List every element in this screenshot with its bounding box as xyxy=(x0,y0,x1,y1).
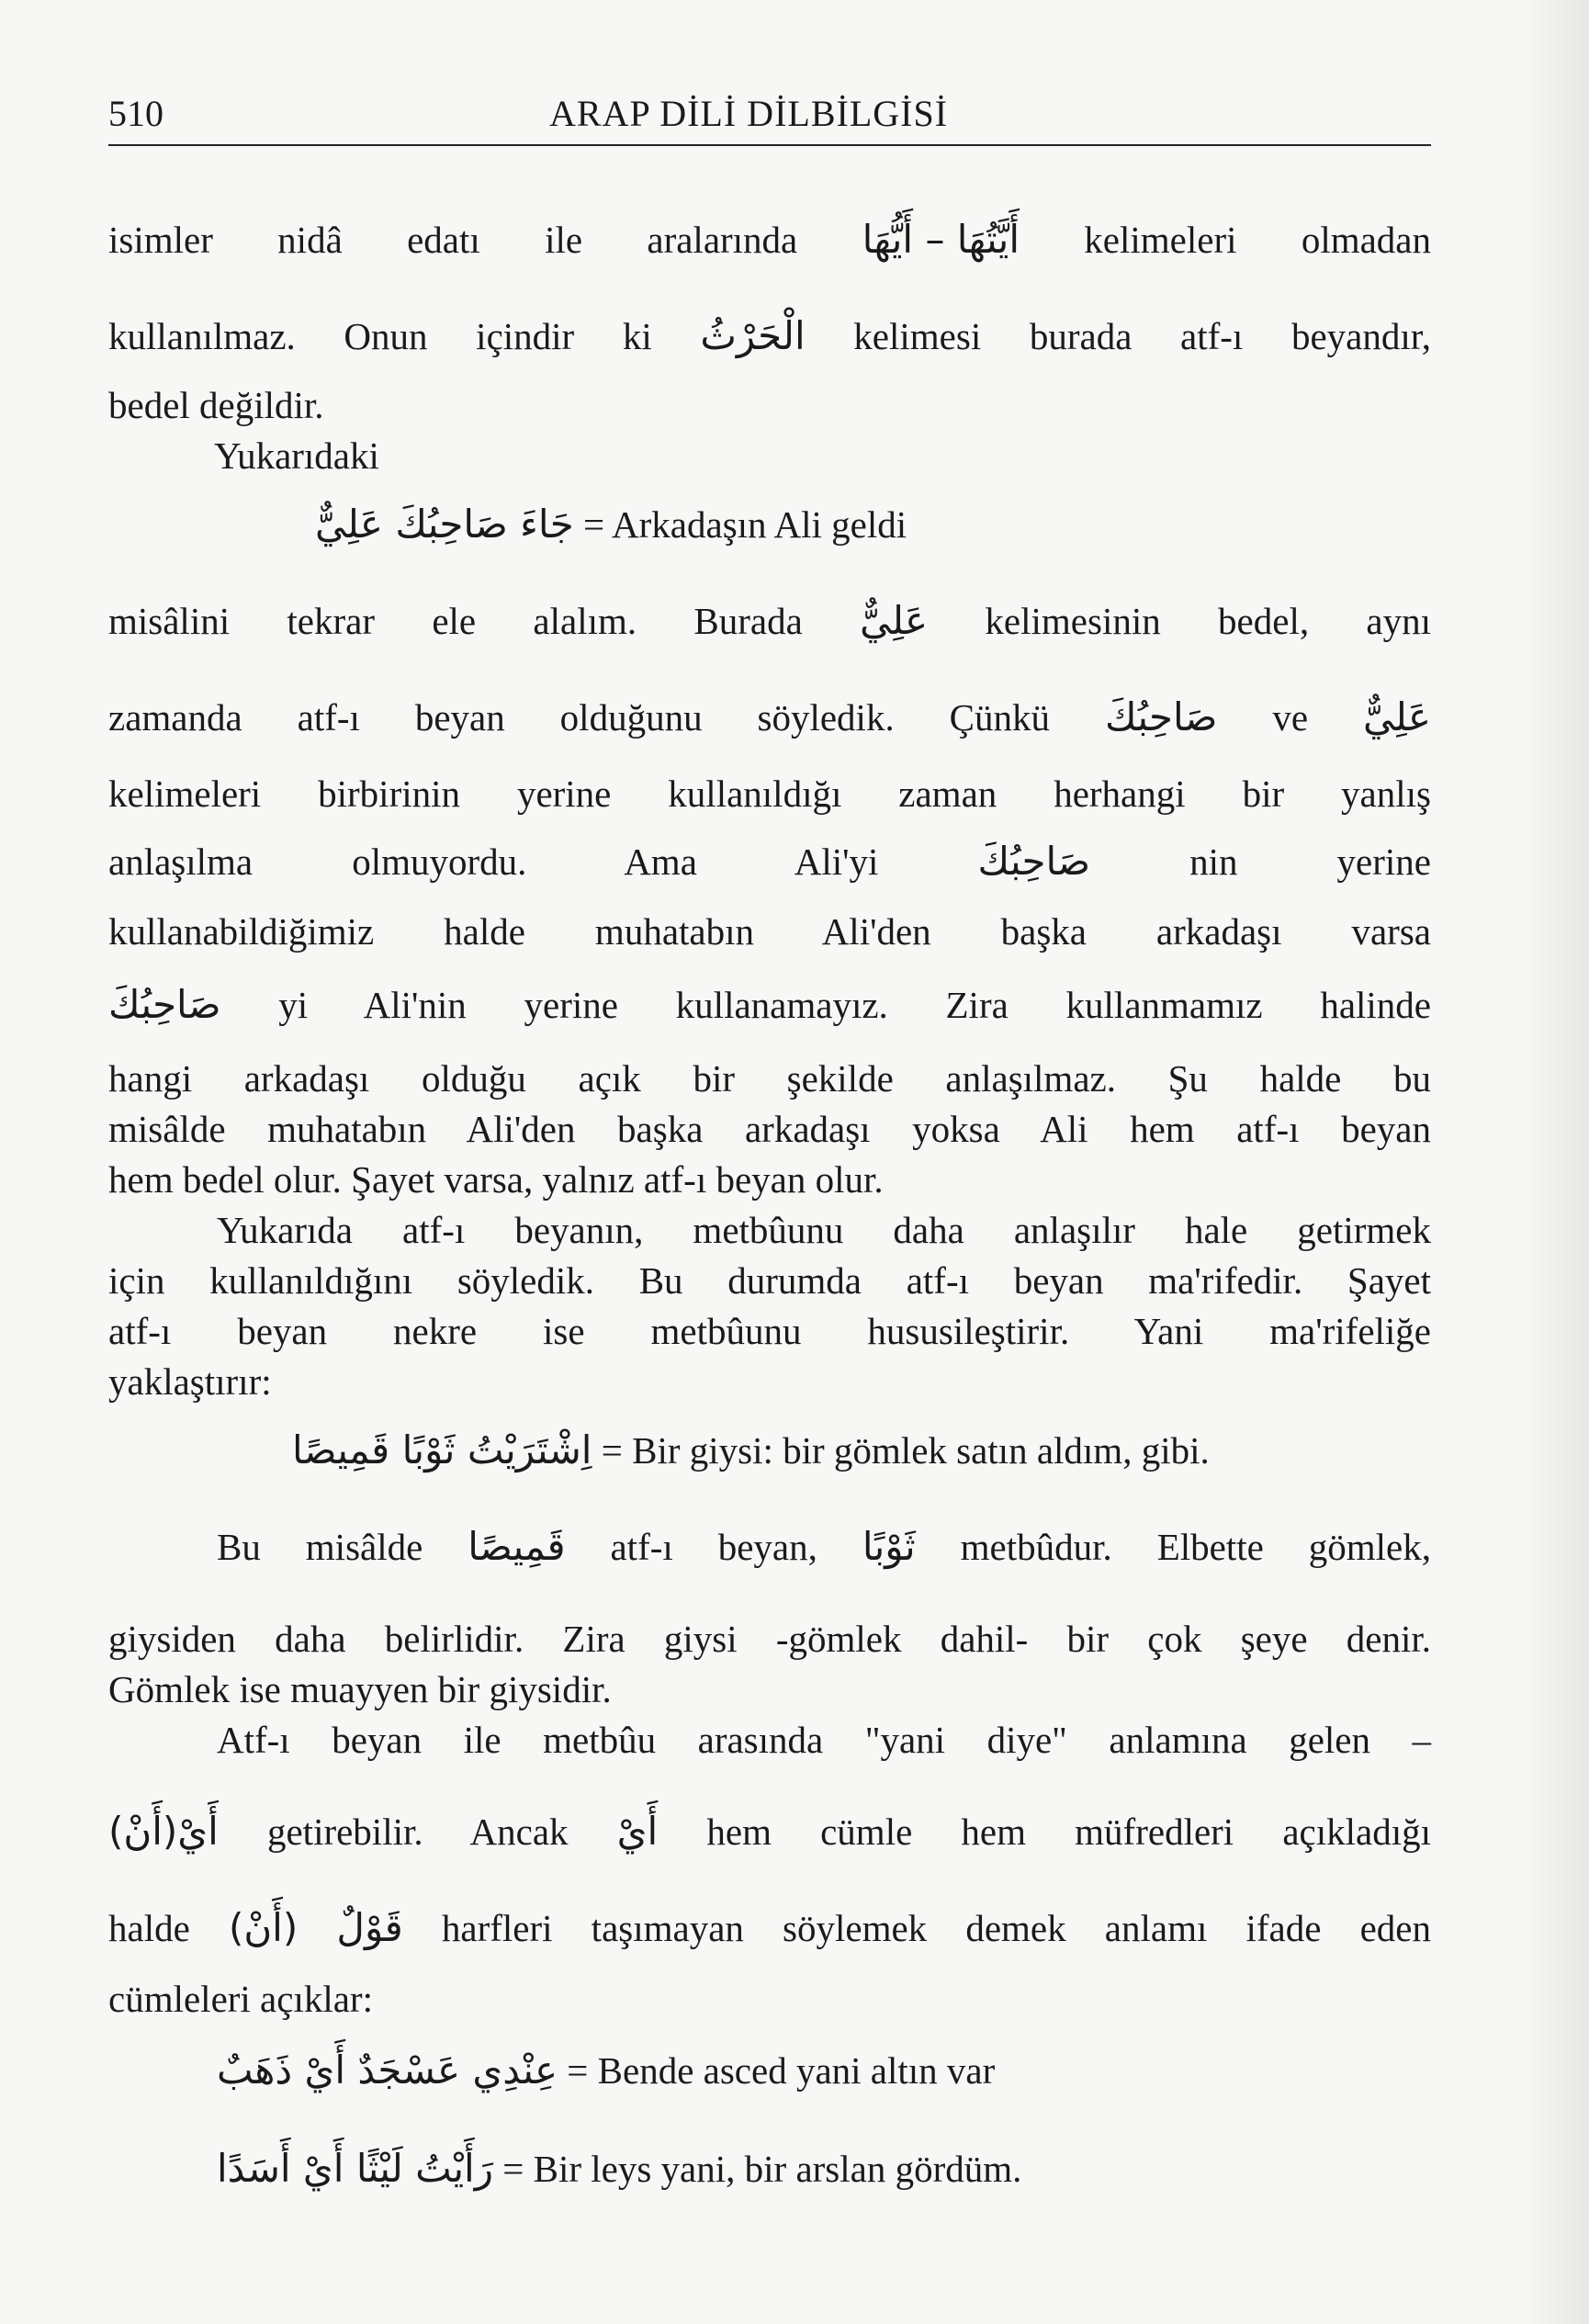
text-segment: yaklaştırır: xyxy=(108,1360,272,1403)
text-segment: kullanabildiğimiz halde muhatabın Ali'den başka arkadaşı varsa xyxy=(108,910,1431,953)
text-segment: zamanda atf-ı beyan olduğunu söyledik. Çünkü xyxy=(108,696,1105,739)
text-segment: kullanılmaz. Onun içindir ki xyxy=(108,315,701,357)
text-line xyxy=(108,1257,1431,1304)
text-segment: hem bedel olur. Şayet varsa, yalnız atf-ı beyan olur. xyxy=(108,1158,884,1201)
arabic-term: أَيْ xyxy=(616,1809,659,1854)
text-line xyxy=(108,1665,1431,1713)
text-segment: atf-ı beyan nekre ise metbûunu hususileştirir. Yani ma'rifeliğe xyxy=(108,1310,1431,1352)
arabic-term: صَاحِبُكَ xyxy=(1104,694,1218,739)
text-segment: = Bir leys yani, bir arslan gördüm. xyxy=(493,2148,1022,2190)
text-segment: ve xyxy=(1217,696,1364,739)
text-segment: hem cümle hem müfredleri açıkladığı xyxy=(658,1811,1432,1853)
text-segment xyxy=(298,1907,336,1949)
text-segment: cümleleri açıklar: xyxy=(108,1978,373,2020)
text-segment: yi Ali'nin yerine kullanamayız. Zira kullanmamız halinde xyxy=(220,984,1431,1026)
text-segment: = Bir giysi: bir gömlek satın aldım, gibi. xyxy=(592,1429,1210,1472)
arabic-term: عَلِيٌّ xyxy=(860,598,929,643)
arabic-term: أَيْ(أَنْ) xyxy=(108,1809,219,1854)
arabic-term: اِشْتَرَيْتُ ثَوْبًا قَمِيصًا xyxy=(292,1427,592,1472)
text-segment: getirebilir. Ancak xyxy=(218,1811,617,1853)
text-segment: = Bende asced yani altın var xyxy=(558,2049,996,2092)
text-line xyxy=(108,1615,1431,1663)
text-segment: hangi arkadaşı olduğu açık bir şekilde anlaşılmaz. Şu halde bu xyxy=(108,1057,1431,1100)
text-line xyxy=(108,381,1431,429)
text-line xyxy=(108,1206,1431,1254)
text-line xyxy=(108,432,1431,479)
text-line xyxy=(108,597,1431,645)
text-line xyxy=(108,1307,1431,1355)
arabic-term: قَوْلٌ xyxy=(336,1905,403,1950)
text-segment: atf-ı beyan, xyxy=(565,1526,862,1568)
text-segment: giysiden daha belirlidir. Zira giysi -gömlek dahil- bir çok şeye denir. xyxy=(108,1618,1431,1660)
text-line xyxy=(108,981,1431,1029)
text-line xyxy=(108,2047,1431,2094)
arabic-term: قَمِيصًا xyxy=(468,1524,566,1569)
page-edge-shading xyxy=(1525,0,1589,2324)
text-segment: Yukarıda atf-ı beyanın, metbûunu daha anlaşılır hale getirmek xyxy=(217,1209,1431,1251)
text-segment: bedel değildir. xyxy=(108,384,324,426)
text-segment: = Arkadaşın Ali geldi xyxy=(573,503,907,546)
text-line xyxy=(108,770,1431,818)
text-line xyxy=(108,2145,1431,2193)
text-segment: için kullanıldığını söyledik. Bu durumda atf-ı beyan ma'rifedir. Şayet xyxy=(108,1259,1431,1302)
text-segment: Gömlek ise muayyen bir giysidir. xyxy=(108,1668,612,1710)
text-segment: kelimesinin bedel, aynı xyxy=(928,600,1431,642)
text-line xyxy=(108,501,1431,548)
text-segment: misâlde muhatabın Ali'den başka arkadaşı yoksa Ali hem atf-ı beyan xyxy=(108,1108,1431,1150)
text-line xyxy=(108,216,1431,264)
arabic-term: رَأَيْتُ لَيْثًا أَيْ أَسَدًا xyxy=(217,2146,493,2191)
arabic-term: صَاحِبُكَ xyxy=(108,982,221,1027)
text-segment: kelimeleri olmadan xyxy=(1019,219,1431,261)
header-rule xyxy=(108,144,1431,146)
text-segment: isimler nidâ edatı ile aralarında xyxy=(108,219,862,261)
page-header xyxy=(108,92,1431,147)
text-line xyxy=(108,908,1431,955)
text-line xyxy=(108,1808,1431,1856)
text-segment: kelimeleri birbirinin yerine kullanıldığı zaman herhangi bir yanlış xyxy=(108,773,1431,815)
arabic-term: عِنْدِي عَسْجَدٌ أَيْ ذَهَبٌ xyxy=(217,2048,558,2093)
text-segment: Bu misâlde xyxy=(217,1526,468,1568)
text-line xyxy=(108,1523,1431,1571)
text-line xyxy=(108,1105,1431,1153)
text-segment: anlaşılma olmuyordu. Ama Ali'yi xyxy=(108,840,978,883)
arabic-term: عَلِيٌّ xyxy=(1363,694,1431,739)
text-line xyxy=(108,1427,1431,1474)
text-line xyxy=(108,694,1431,741)
text-segment: misâlini tekrar ele alalım. Burada xyxy=(108,600,861,642)
text-segment: harfleri taşımayan söylemek demek anlamı ifade eden xyxy=(402,1907,1432,1949)
text-segment: Yukarıdaki xyxy=(214,434,379,477)
arabic-term: ثَوْبًا xyxy=(862,1524,916,1569)
text-segment: nin yerine xyxy=(1089,840,1431,883)
text-line xyxy=(108,312,1431,360)
text-segment: metbûdur. Elbette gömlek, xyxy=(915,1526,1431,1568)
text-segment: kelimesi burada atf-ı beyandır, xyxy=(805,315,1431,357)
page-number: 510 xyxy=(108,93,163,134)
arabic-term: جَاءَ صَاحِبُكَ عَلِيٌّ xyxy=(315,502,574,547)
arabic-term: صَاحِبُكَ xyxy=(977,839,1090,884)
arabic-term: أَيَّتُهَا – أَيُّهَا xyxy=(862,217,1020,262)
text-line xyxy=(108,1156,1431,1203)
text-line xyxy=(108,838,1431,886)
text-line xyxy=(108,1975,1431,2023)
running-title: ARAP DİLİ DİLBİLGİSİ xyxy=(549,93,949,134)
text-line xyxy=(108,1716,1431,1764)
text-line xyxy=(108,1358,1431,1405)
arabic-term: (أَنْ) xyxy=(228,1905,299,1950)
text-segment: halde xyxy=(108,1907,229,1949)
arabic-term: الْحَرْثُ xyxy=(700,313,806,358)
text-segment: Atf-ı beyan ile metbûu arasında "yani diye" anlamına gelen – xyxy=(217,1719,1431,1761)
text-line xyxy=(108,1904,1431,1952)
text-line xyxy=(108,1055,1431,1102)
